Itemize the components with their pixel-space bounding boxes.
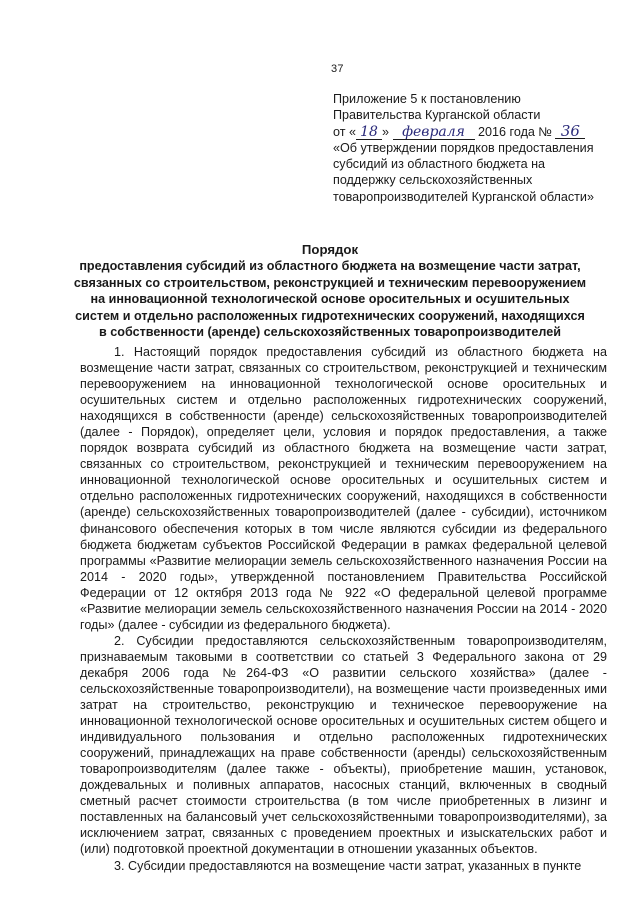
title-line: связанных со строительством, реконструкцией и техническим перевооружением	[73, 275, 587, 290]
paragraph-1: 1. Настоящий порядок предоставления субсидий из областного бюджета на возмещение части затрат, связанных со строительством, реконструкцией и техническим перевооружением на инновационной технологической основе оросительных и осушительных систем и отдельно расположенных гидротехнических сооружений, находящихся в собственности (аренде) сельскохозяйственных товаропроизводителей (далее - Порядок), определяет цели, условия и порядок предоставления, а также порядок возврата субсидий из областного бюджета на возмещение части затрат, связанных со строительством, реконструкцией и техническим перевооружением на инновационной технологической основе оросительных и осушительных систем и отдельно расположенных гидротехнических сооружений, находящихся в собственности (аренде) сельскохозяйственных товаропроизводителей (далее - субсидии), источником финансового обеспечения которых в том числе являются субсидии из федерального бюджета бюджетам субъектов Российской Федерации в рамках федеральной целевой программы «Развитие мелиорации земель сельскохозяйственного назначения России на 2014 - 2020 годы», утвержденной постановлением Правительства Российской Федерации от 12 октября 2013 года № 922 «О федеральной целевой программе «Развитие мелиорации земель сельскохозяйственного назначения России на 2014 - 2020 годы» (далее - субсидии из федерального бюджета).	[80, 345, 607, 632]
annex-header	[333, 91, 613, 205]
handwritten-month: февраля	[393, 126, 475, 140]
title-line: предоставления субсидий из областного бюджета на возмещение части затрат,	[79, 259, 581, 274]
annex-date-line	[333, 121, 613, 140]
title-heading: Порядок	[301, 242, 359, 257]
annex-subject-line: субсидий из областного бюджета на	[333, 157, 546, 172]
annex-subject-line: «Об утверждении порядков предоставления	[333, 140, 594, 155]
title-line: систем и отдельно расположенных гидротехнических сооружений, находящихся	[75, 308, 585, 323]
document-title	[62, 242, 598, 340]
handwritten-day: 18	[356, 126, 382, 140]
document-body	[80, 344, 607, 874]
title-line: на инновационной технологической основе оросительных и осушительных	[90, 292, 570, 307]
annex-year-text: 2016 года №	[478, 124, 552, 139]
title-line: в собственности (аренде) сельскохозяйственных товаропроизводителей	[99, 325, 561, 340]
annex-line-2: Правительства Курганской области	[333, 108, 541, 123]
paragraph-2: 2. Субсидии предоставляются сельскохозяйственным товаропроизводителям, признаваемым таковыми в соответствии со статьей 3 Федерального закона от 29 декабря 2006 года №264-ФЗ «О развитии сельского хозяйства» (далее - сельскохозяйственные товаропроизводители), на возмещение части произведенных ими затрат на строительство, реконструкцию и техническое перевооружение на инновационной технологической основе оросительных и осушительных систем общего и индивидуального пользования и отдельно расположенных гидротехнических сооружений, принадлежащих на праве собственности (аренды) сельскохозяйственным товаропроизводителям (далее также - объекты), приобретение машин, установок, дождевальных и поливных аппаратов, насосных станций, включенных в сводный сметный расчет стоимости строительства (в том числе приобретенных в лизинг и поставленных на балансовый учет сельскохозяйственными товаропроизводителями), за исключением затрат, связанных с проведением проектных и изыскательских работ и (или) подготовкой проектной документации в отношении указанных объектов.	[80, 633, 607, 857]
paragraph-3: 3. Субсидии предоставляются на возмещение части затрат, указанных в пункте	[114, 858, 582, 873]
annex-date-prefix: от «	[333, 124, 356, 139]
annex-line-1: Приложение 5 к постановлению	[333, 92, 521, 106]
handwritten-number: 36	[555, 125, 585, 139]
page-number: 37	[331, 63, 344, 75]
annex-date-mid: »	[382, 124, 390, 139]
annex-subject-line: поддержку сельскохозяйственных	[333, 173, 533, 188]
annex-subject-line: товаропроизводителей Курганской области»	[333, 189, 594, 204]
